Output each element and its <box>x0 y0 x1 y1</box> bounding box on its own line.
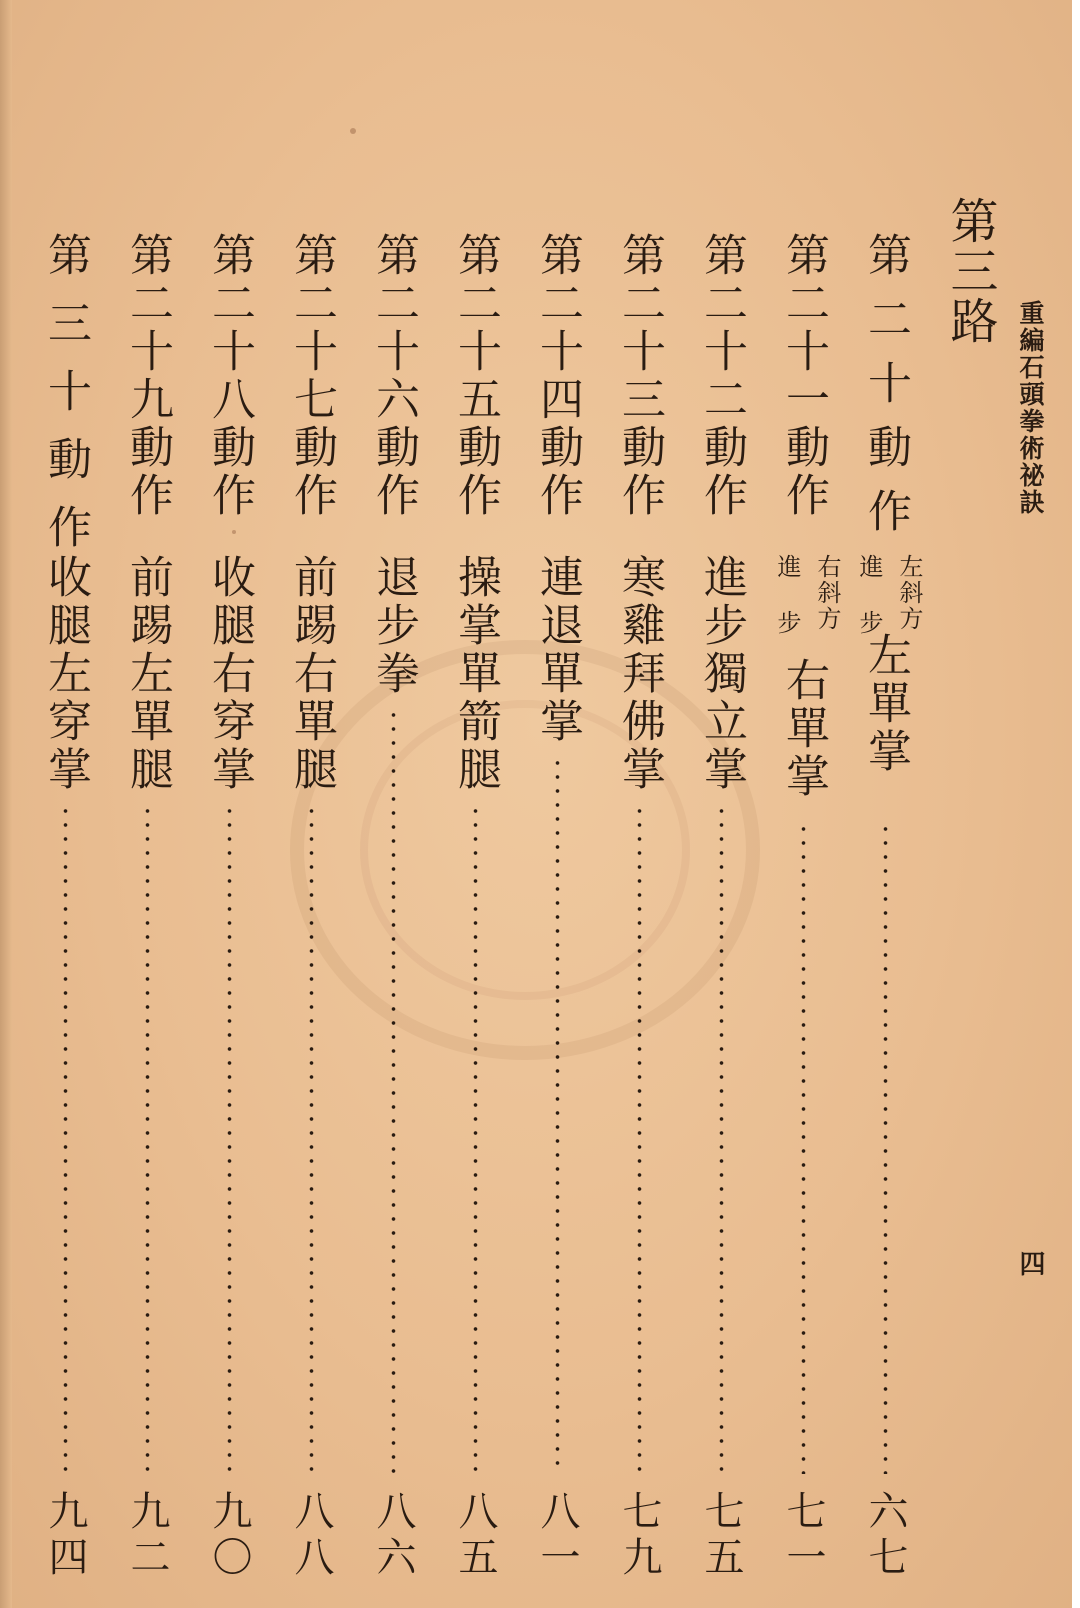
toc-entry[interactable] <box>614 232 664 1582</box>
toc-entry[interactable] <box>122 232 172 1582</box>
dot-leader <box>309 804 314 1474</box>
dot-leader <box>719 804 724 1474</box>
entry-label: 第二十動作 <box>860 232 911 552</box>
annotation-right: 左斜方 <box>895 554 923 632</box>
dot-leader <box>883 822 888 1474</box>
paper-speck <box>350 128 356 134</box>
entry-label: 第二十一動作 <box>778 232 829 520</box>
page-number: 四 <box>1015 1250 1045 1276</box>
entry-title: 左單掌 <box>860 632 911 776</box>
annotation-left: 進 步 <box>855 554 883 636</box>
entry-page: 七五 <box>698 1490 744 1582</box>
entry-label: 第二十二動作 <box>696 232 747 520</box>
entry-title: 操掌單箭腿 <box>450 554 501 794</box>
entry-label: 第二十五動作 <box>450 232 501 520</box>
entry-title: 收腿左穿掌 <box>40 554 91 794</box>
entry-title: 前踢左單腿 <box>122 554 173 794</box>
entry-page: 七一 <box>780 1490 826 1582</box>
toc-entry[interactable] <box>368 232 418 1582</box>
entry-page: 九二 <box>124 1490 170 1582</box>
dot-leader <box>473 804 478 1474</box>
entry-title: 退步拳 <box>368 554 419 698</box>
entry-page: 七九 <box>616 1490 662 1582</box>
entry-label: 第二十九動作 <box>122 232 173 520</box>
entry-label: 第二十七動作 <box>286 232 337 520</box>
toc-entry[interactable] <box>696 232 746 1582</box>
entry-page: 九〇 <box>206 1490 252 1582</box>
entry-page: 八八 <box>288 1490 334 1582</box>
toc-entry[interactable] <box>532 232 582 1582</box>
entry-label: 第二十四動作 <box>532 232 583 520</box>
section-title: 第三路 <box>942 196 998 346</box>
dot-leader <box>145 804 150 1474</box>
running-head: 重編石頭拳術祕訣 <box>1016 300 1045 516</box>
entry-page: 八一 <box>534 1490 580 1582</box>
toc-entry[interactable] <box>450 232 500 1582</box>
entry-label: 第二十六動作 <box>368 232 419 520</box>
dot-leader <box>391 708 396 1474</box>
annotation-left: 進 步 <box>773 554 801 636</box>
entry-title: 收腿右穿掌 <box>204 554 255 794</box>
toc-entry[interactable] <box>286 232 336 1582</box>
toc-entry[interactable] <box>773 232 841 1582</box>
entry-title: 連退單掌 <box>532 554 583 746</box>
entry-title: 寒雞拜佛掌 <box>614 554 665 794</box>
annotation-right: 右斜方 <box>813 554 841 632</box>
page-spine-shadow <box>0 0 12 1608</box>
dot-leader <box>555 756 560 1474</box>
dot-leader <box>637 804 642 1474</box>
toc-entry[interactable] <box>855 232 923 1582</box>
page-edge <box>1072 0 1080 1608</box>
entry-title: 進步獨立掌 <box>696 554 747 794</box>
entry-title: 右單掌 <box>778 657 829 801</box>
toc-entry[interactable] <box>40 232 90 1582</box>
entry-label: 第二十三動作 <box>614 232 665 520</box>
entry-page: 九四 <box>42 1490 88 1582</box>
dot-leader <box>227 804 232 1474</box>
entry-label: 第二十八動作 <box>204 232 255 520</box>
dot-leader <box>63 804 68 1474</box>
entry-title: 前踢右單腿 <box>286 554 337 794</box>
dot-leader <box>801 822 806 1474</box>
entry-page: 八五 <box>452 1490 498 1582</box>
entry-label: 第三十動作 <box>40 232 91 572</box>
entry-page: 六七 <box>862 1490 908 1582</box>
toc-entry[interactable] <box>204 232 254 1582</box>
entry-page: 八六 <box>370 1490 416 1582</box>
